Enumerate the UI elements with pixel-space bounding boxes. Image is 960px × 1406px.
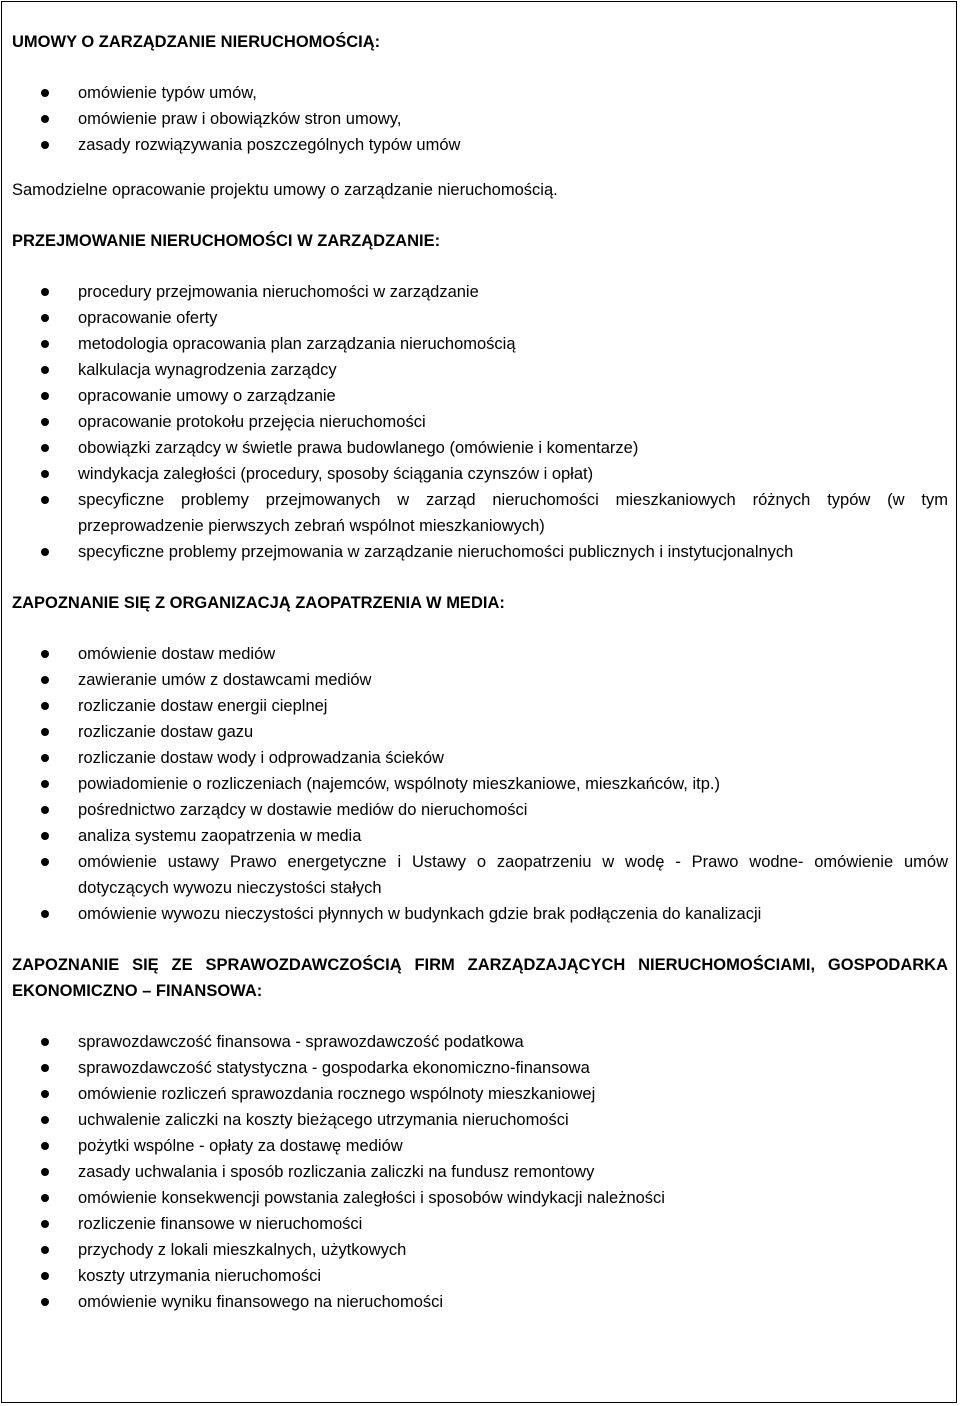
list-item: omówienie rozliczeń sprawozdania rocznego wspólnoty mieszkaniowej — [12, 1081, 948, 1107]
list-item: zasady uchwalania i sposób rozliczania zaliczki na fundusz remontowy — [12, 1159, 948, 1185]
list-item: uchwalenie zaliczki na koszty bieżącego utrzymania nieruchomości — [12, 1107, 948, 1133]
list-item: rozliczanie dostaw wody i odprowadzania ścieków — [12, 745, 948, 771]
list-item: specyficzne problemy przejmowania w zarządzanie nieruchomości publicznych i instytucjonalnych — [12, 539, 948, 565]
bullet-icon — [41, 496, 49, 504]
list-item: opracowanie protokołu przejęcia nieruchomości — [12, 409, 948, 435]
bullet-icon — [41, 1272, 49, 1280]
list-item: omówienie praw i obowiązków stron umowy, — [12, 106, 948, 132]
list-item: omówienie typów umów, — [12, 80, 948, 106]
list-item: zasady rozwiązywania poszczególnych typów umów — [12, 132, 948, 158]
bullet-icon — [41, 780, 49, 788]
bullet-list — [12, 1029, 948, 1315]
list-item: omówienie wywozu nieczystości płynnych w budynkach gdzie brak podłączenia do kanalizacji — [12, 901, 948, 927]
list-item: pożytki wspólne - opłaty za dostawę mediów — [12, 1133, 948, 1159]
document-body — [12, 0, 948, 1315]
bullet-icon — [41, 141, 49, 149]
bullet-icon — [41, 548, 49, 556]
list-item: windykacja zaległości (procedury, sposoby ściągania czynszów i opłat) — [12, 461, 948, 487]
bullet-icon — [41, 910, 49, 918]
section-heading: ZAPOZNANIE SIĘ ZE SPRAWOZDAWCZOŚCIĄ FIRM ZARZĄDZAJĄCYCH NIERUCHOMOŚCIAMI, GOSPODARKA EKONOMICZNO – FINANSOWA: — [12, 956, 948, 1000]
bullet-icon — [41, 1142, 49, 1150]
list-item: opracowanie oferty — [12, 305, 948, 331]
bullet-icon — [41, 340, 49, 348]
bullet-icon — [41, 1116, 49, 1124]
bullet-icon — [41, 650, 49, 658]
bullet-list — [12, 80, 948, 158]
list-item: omówienie wyniku finansowego na nieruchomości — [12, 1289, 948, 1315]
bullet-icon — [41, 89, 49, 97]
bullet-icon — [41, 1090, 49, 1098]
bullet-icon — [41, 444, 49, 452]
bullet-icon — [41, 1246, 49, 1254]
bullet-icon — [41, 366, 49, 374]
list-item: powiadomienie o rozliczeniach (najemców, wspólnoty mieszkaniowe, mieszkańców, itp.) — [12, 771, 948, 797]
list-item: procedury przejmowania nieruchomości w zarządzanie — [12, 279, 948, 305]
bullet-list — [12, 279, 948, 565]
list-item: zawieranie umów z dostawcami mediów — [12, 667, 948, 693]
list-item: sprawozdawczość finansowa - sprawozdawczość podatkowa — [12, 1029, 948, 1055]
list-item: analiza systemu zaopatrzenia w media — [12, 823, 948, 849]
bullet-icon — [41, 1298, 49, 1306]
bullet-icon — [41, 806, 49, 814]
list-item: omówienie ustawy Prawo energetyczne i Ustawy o zaopatrzeniu w wodę - Prawo wodne- omówienie umów dotyczących wywozu nieczystości stałych — [12, 849, 948, 901]
section-heading: ZAPOZNANIE SIĘ Z ORGANIZACJĄ ZAOPATRZENIA W MEDIA: — [12, 594, 505, 612]
bullet-icon — [41, 728, 49, 736]
list-item: obowiązki zarządcy w świetle prawa budowlanego (omówienie i komentarze) — [12, 435, 948, 461]
section-heading: UMOWY O ZARZĄDZANIE NIERUCHOMOŚCIĄ: — [12, 33, 381, 51]
list-item: przychody z lokali mieszkalnych, użytkowych — [12, 1237, 948, 1263]
bullet-icon — [41, 858, 49, 866]
list-item: koszty utrzymania nieruchomości — [12, 1263, 948, 1289]
list-item: opracowanie umowy o zarządzanie — [12, 383, 948, 409]
bullet-icon — [41, 392, 49, 400]
bullet-icon — [41, 702, 49, 710]
list-item: kalkulacja wynagrodzenia zarządcy — [12, 357, 948, 383]
list-item: omówienie konsekwencji powstania zaległości i sposobów windykacji należności — [12, 1185, 948, 1211]
list-item: rozliczanie dostaw gazu — [12, 719, 948, 745]
bullet-icon — [41, 1220, 49, 1228]
list-item: rozliczanie dostaw energii cieplnej — [12, 693, 948, 719]
bullet-icon — [41, 418, 49, 426]
list-item: metodologia opracowania plan zarządzania nieruchomością — [12, 331, 948, 357]
bullet-icon — [41, 470, 49, 478]
section-note: Samodzielne opracowanie projektu umowy o zarządzanie nieruchomością. — [12, 181, 558, 199]
list-item: specyficzne problemy przejmowanych w zarząd nieruchomości mieszkaniowych różnych typów (w tym przeprowadzenie pierwszych zebrań wspólnot mieszkaniowych) — [12, 487, 948, 539]
list-item: pośrednictwo zarządcy w dostawie mediów do nieruchomości — [12, 797, 948, 823]
bullet-icon — [41, 1168, 49, 1176]
bullet-icon — [41, 115, 49, 123]
bullet-icon — [41, 314, 49, 322]
list-item: omówienie dostaw mediów — [12, 641, 948, 667]
list-item: rozliczenie finansowe w nieruchomości — [12, 1211, 948, 1237]
list-item: sprawozdawczość statystyczna - gospodarka ekonomiczno-finansowa — [12, 1055, 948, 1081]
bullet-list — [12, 641, 948, 927]
bullet-icon — [41, 1038, 49, 1046]
bullet-icon — [41, 1064, 49, 1072]
bullet-icon — [41, 288, 49, 296]
section-heading: PRZEJMOWANIE NIERUCHOMOŚCI W ZARZĄDZANIE: — [12, 232, 441, 250]
bullet-icon — [41, 1194, 49, 1202]
bullet-icon — [41, 832, 49, 840]
bullet-icon — [41, 676, 49, 684]
bullet-icon — [41, 754, 49, 762]
